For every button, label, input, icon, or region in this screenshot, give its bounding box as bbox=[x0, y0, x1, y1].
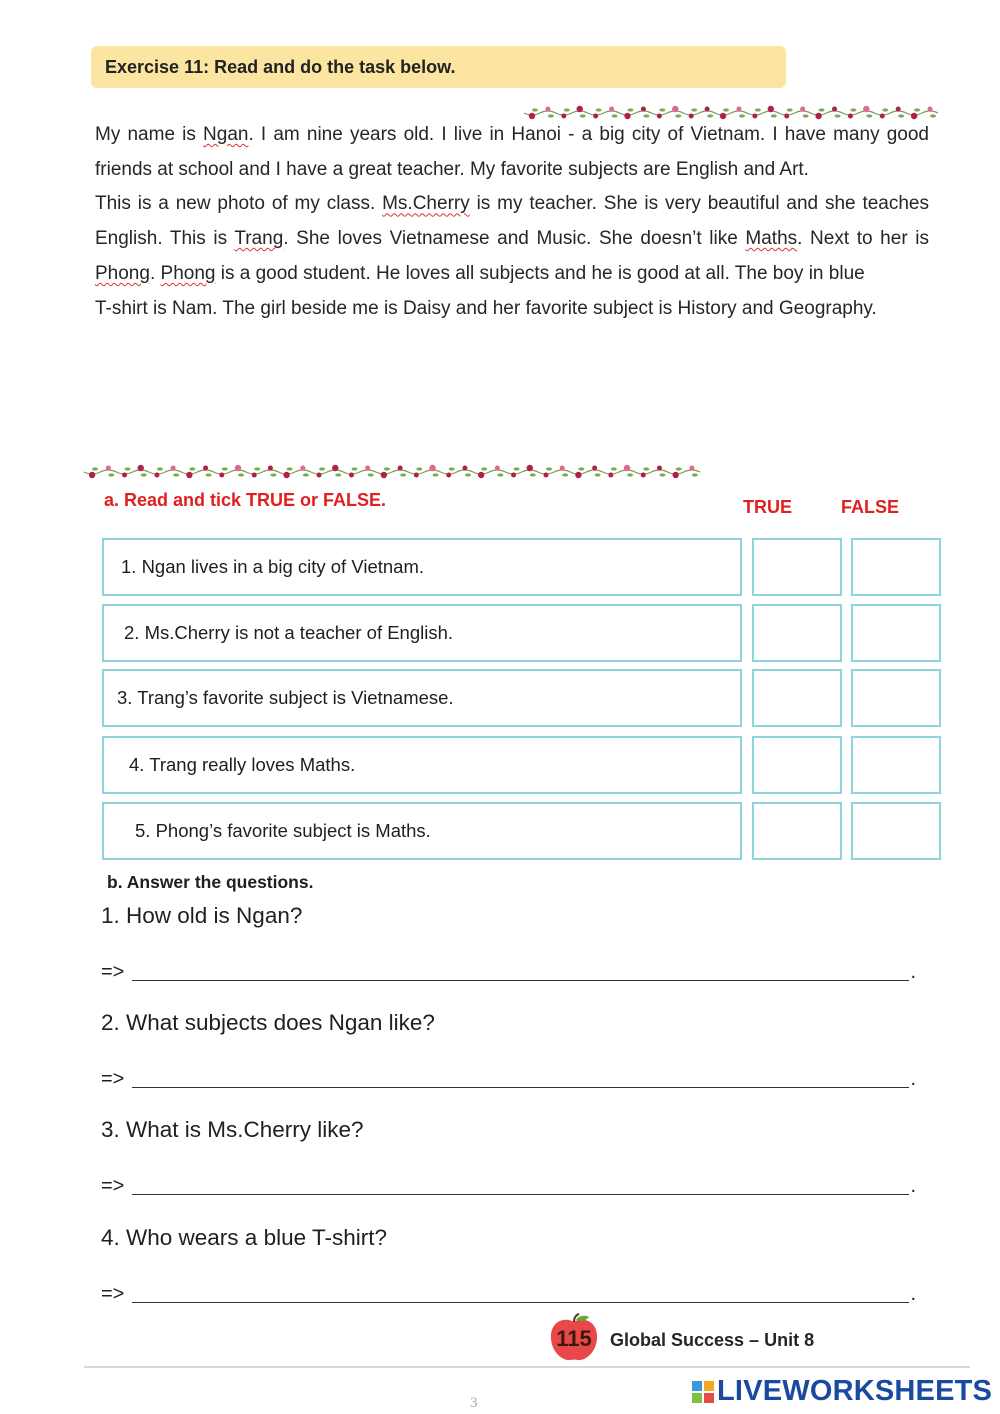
true-column-header: TRUE bbox=[743, 497, 792, 517]
vine-flower bbox=[429, 465, 435, 471]
answer-row-1 bbox=[101, 958, 916, 984]
vine-leaf bbox=[755, 108, 761, 111]
vine-leaf bbox=[564, 108, 570, 111]
answer-1-input[interactable] bbox=[132, 960, 909, 981]
statement-5-false-box[interactable] bbox=[851, 802, 941, 860]
vine-leaf bbox=[691, 108, 697, 111]
vine-flower bbox=[89, 472, 95, 478]
vine-flower bbox=[462, 466, 467, 471]
vine-leaf bbox=[173, 473, 179, 476]
vine-leaf bbox=[287, 467, 293, 470]
question-1: 1. How old is Ngan? bbox=[101, 903, 303, 928]
vine-leaf bbox=[595, 473, 601, 476]
vine-flower bbox=[495, 466, 500, 471]
vine-leaf bbox=[819, 108, 825, 111]
vine-leaf bbox=[481, 467, 487, 470]
vine-flower bbox=[186, 472, 192, 478]
vine-flower bbox=[235, 465, 241, 471]
vine-leaf bbox=[270, 473, 276, 476]
flower-vine-middle bbox=[82, 461, 702, 481]
vine-leaf bbox=[125, 467, 131, 470]
question-2: 2. What subjects does Ngan like? bbox=[101, 1010, 435, 1035]
statement-2-true-box[interactable] bbox=[752, 604, 842, 662]
vine-flower bbox=[349, 473, 354, 478]
vine-flower bbox=[928, 107, 933, 112]
vine-leaf bbox=[546, 467, 552, 470]
vine-leaf bbox=[930, 114, 936, 117]
answer-row-4 bbox=[101, 1280, 916, 1306]
vine-flower bbox=[332, 465, 338, 471]
vine-flower bbox=[138, 465, 144, 471]
vine-flower bbox=[171, 466, 176, 471]
vine-flower bbox=[608, 473, 613, 478]
vine-flower bbox=[560, 466, 565, 471]
vine-flower bbox=[154, 473, 159, 478]
statement-1: 1. Ngan lives in a big city of Vietnam. bbox=[102, 538, 742, 596]
statement-4-false-box[interactable] bbox=[851, 736, 941, 794]
vine-flower bbox=[736, 107, 741, 112]
vine-flower bbox=[768, 106, 774, 112]
passage-paragraph-2 bbox=[95, 187, 929, 291]
vine-leaf bbox=[659, 108, 665, 111]
brand-name: LIVEWORKSHEETS bbox=[717, 1375, 993, 1407]
vine-flower bbox=[657, 466, 662, 471]
vine-leaf bbox=[222, 467, 228, 470]
vine-leaf bbox=[206, 473, 212, 476]
spellcheck-word: Ms.Cherry bbox=[382, 193, 470, 215]
vine-flower bbox=[446, 473, 451, 478]
vine-leaf bbox=[578, 467, 584, 470]
vine-flower bbox=[609, 107, 614, 112]
statement-4-true-box[interactable] bbox=[752, 736, 842, 794]
answer-row-2 bbox=[101, 1065, 916, 1091]
vine-leaf bbox=[562, 473, 568, 476]
vine-flower bbox=[106, 466, 111, 471]
vine-flower bbox=[641, 473, 646, 478]
vine-leaf bbox=[465, 473, 471, 476]
liveworksheets-logo bbox=[692, 1375, 992, 1408]
vine-leaf bbox=[416, 467, 422, 470]
vine-leaf bbox=[92, 467, 98, 470]
vine-leaf bbox=[254, 467, 260, 470]
passage-text: is a good student. He loves all subjects and he is good at all. The boy in blue bbox=[215, 262, 865, 284]
vine-leaf bbox=[882, 108, 888, 111]
spellcheck-word: Phong bbox=[160, 262, 216, 284]
question-3: 3. What is Ms.Cherry like? bbox=[101, 1117, 364, 1142]
passage-text: is my teacher. She is very beautiful and she teaches English. This is bbox=[95, 193, 929, 250]
vine-leaf bbox=[850, 108, 856, 111]
vine-flower bbox=[800, 107, 805, 112]
passage-text: . I am nine years old. I live in Hanoi - a big city of Vietnam. I have many good friends at school and I have a great teacher. My favorite subjects are English and Art. bbox=[95, 124, 929, 180]
answer-prefix: => bbox=[101, 1283, 125, 1305]
statement-5-true-box[interactable] bbox=[752, 802, 842, 860]
vine-leaf bbox=[319, 467, 325, 470]
vine-leaf bbox=[723, 108, 729, 111]
statement-4: 4. Trang really loves Maths. bbox=[102, 736, 742, 794]
vine-flower bbox=[689, 466, 694, 471]
vine-flower bbox=[672, 472, 678, 478]
vine-flower bbox=[624, 465, 630, 471]
vine-flower bbox=[478, 472, 484, 478]
statement-2: 2. Ms.Cherry is not a teacher of English. bbox=[102, 604, 742, 662]
vine-flower bbox=[398, 466, 403, 471]
vine-flower bbox=[863, 106, 869, 112]
vine-leaf bbox=[627, 473, 633, 476]
exercise-title: Exercise 11: Read and do the task below. bbox=[91, 46, 786, 88]
answer-row-3 bbox=[101, 1172, 916, 1198]
footer-divider bbox=[84, 1366, 970, 1368]
spellcheck-word: Trang bbox=[234, 228, 284, 250]
vine-flower bbox=[641, 107, 646, 112]
vine-flower bbox=[592, 466, 597, 471]
statement-1-true-box[interactable] bbox=[752, 538, 842, 596]
liveworksheets-logo-icon bbox=[692, 1381, 714, 1403]
vine-leaf bbox=[643, 467, 649, 470]
vine-flower bbox=[577, 106, 583, 112]
spellcheck-word: Maths bbox=[745, 228, 798, 250]
vine-flower bbox=[511, 473, 516, 478]
vine-leaf bbox=[384, 467, 390, 470]
passage-text: . She loves Vietnamese and Music. She doesn’t like bbox=[283, 228, 746, 250]
page-number: 115 bbox=[556, 1326, 592, 1351]
vine-leaf bbox=[497, 473, 503, 476]
statement-5: 5. Phong’s favorite subject is Maths. bbox=[102, 802, 742, 860]
vine-leaf bbox=[433, 473, 439, 476]
vine-flower bbox=[896, 107, 901, 112]
vine-flower bbox=[283, 472, 289, 478]
passage-text: My name is bbox=[95, 124, 204, 145]
vine-leaf bbox=[611, 467, 617, 470]
vine-leaf bbox=[676, 467, 682, 470]
statement-3-true-box[interactable] bbox=[752, 669, 842, 727]
vine-flower bbox=[252, 473, 257, 478]
vine-leaf bbox=[189, 467, 195, 470]
vine-flower bbox=[317, 473, 322, 478]
vine-leaf bbox=[596, 108, 602, 111]
answer-period: . bbox=[910, 1283, 916, 1305]
vine-leaf bbox=[351, 467, 357, 470]
part-a-title: a. Read and tick TRUE or FALSE. bbox=[104, 490, 387, 510]
vine-leaf bbox=[238, 473, 244, 476]
book-title: Global Success – Unit 8 bbox=[610, 1330, 815, 1350]
passage-paragraph-1 bbox=[95, 118, 929, 187]
spellcheck-word: Phong bbox=[95, 262, 150, 284]
answer-period: . bbox=[910, 961, 916, 983]
passage-text: T-shirt is Nam. The girl beside me is Daisy and her favorite subject is History and Geography. bbox=[95, 297, 877, 319]
vine-leaf bbox=[659, 473, 665, 476]
vine-leaf bbox=[303, 473, 309, 476]
vine-leaf bbox=[141, 473, 147, 476]
vine-leaf bbox=[787, 108, 793, 111]
vine-flower bbox=[268, 466, 273, 471]
vine-flower bbox=[122, 473, 127, 478]
part-b-title: b. Answer the questions. bbox=[107, 872, 314, 892]
answer-period: . bbox=[910, 1068, 916, 1090]
vine-flower bbox=[672, 106, 678, 112]
answer-prefix: => bbox=[101, 961, 125, 983]
answer-period: . bbox=[910, 1175, 916, 1197]
vine-leaf bbox=[449, 467, 455, 470]
vine-leaf bbox=[157, 467, 163, 470]
statement-3: 3. Trang’s favorite subject is Vietnamese. bbox=[102, 669, 742, 727]
answer-2-input[interactable] bbox=[132, 1067, 909, 1088]
statement-1-false-box[interactable] bbox=[851, 538, 941, 596]
answer-3-input[interactable] bbox=[132, 1174, 909, 1195]
answer-4-input[interactable] bbox=[132, 1282, 909, 1303]
passage-text: This is a new photo of my class. bbox=[95, 193, 383, 215]
vine-leaf bbox=[335, 473, 341, 476]
vine-flower bbox=[545, 107, 550, 112]
vine-flower bbox=[544, 473, 549, 478]
sheet-page-number: 3 bbox=[470, 1395, 478, 1411]
vine-flower bbox=[381, 472, 387, 478]
vine-leaf bbox=[532, 108, 538, 111]
passage-text: . bbox=[149, 262, 161, 284]
vine-flower bbox=[300, 466, 305, 471]
vine-leaf bbox=[628, 108, 634, 111]
vine-flower bbox=[203, 466, 208, 471]
vine-leaf bbox=[914, 108, 920, 111]
passage-paragraph-3 bbox=[95, 292, 929, 327]
vine-flower bbox=[527, 465, 533, 471]
answer-prefix: => bbox=[101, 1175, 125, 1197]
vine-flower bbox=[219, 473, 224, 478]
vine-flower bbox=[832, 107, 837, 112]
vine-leaf bbox=[514, 467, 520, 470]
statement-2-false-box[interactable] bbox=[851, 604, 941, 662]
vine-leaf bbox=[108, 473, 114, 476]
statement-3-false-box[interactable] bbox=[851, 669, 941, 727]
vine-flower bbox=[365, 466, 370, 471]
vine-flower bbox=[414, 473, 419, 478]
vine-flower bbox=[705, 107, 710, 112]
false-column-header: FALSE bbox=[841, 497, 900, 517]
vine-leaf bbox=[692, 473, 698, 476]
question-4: 4. Who wears a blue T-shirt? bbox=[101, 1225, 387, 1250]
passage-text: . Next to her is bbox=[797, 228, 929, 250]
vine-leaf bbox=[368, 473, 374, 476]
answer-prefix: => bbox=[101, 1068, 125, 1090]
vine-leaf bbox=[530, 473, 536, 476]
vine-leaf bbox=[400, 473, 406, 476]
reading-passage bbox=[95, 118, 929, 326]
vine-flower bbox=[575, 472, 581, 478]
spellcheck-word: Ngan bbox=[203, 124, 249, 145]
